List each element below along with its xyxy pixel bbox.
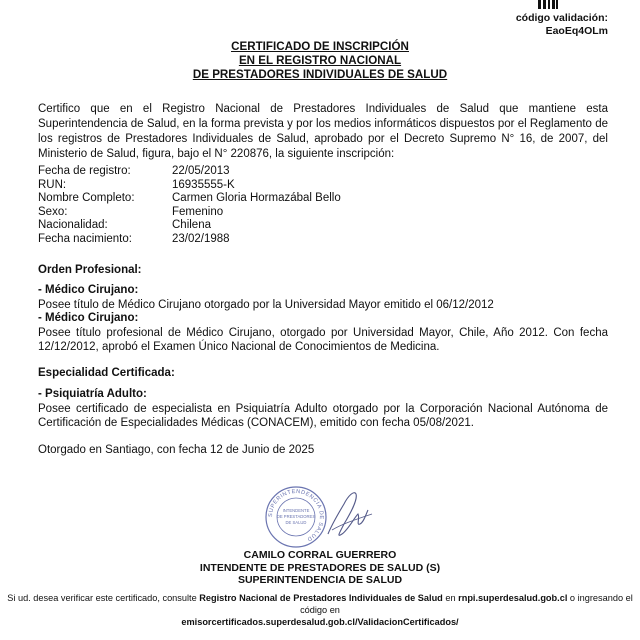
field-value: 16935555-K	[172, 178, 235, 191]
registration-fields	[38, 165, 341, 247]
seal-inner-line-1: INTENDENTE	[282, 508, 310, 513]
orden-heading: Orden Profesional:	[38, 264, 142, 276]
title-line-2: EN EL REGISTRO NACIONAL	[238, 54, 402, 67]
orden-item-title: - Médico Cirujano:	[38, 312, 139, 324]
field-value: 22/05/2013	[172, 165, 230, 177]
orden-item	[38, 283, 608, 312]
especialidad-item	[38, 387, 608, 431]
especialidad-item-title: - Psiquiatría Adulto:	[38, 388, 147, 400]
field-value: Chilena	[172, 219, 211, 232]
field-row	[38, 192, 341, 206]
validation-code-block	[516, 12, 608, 38]
footer-text-1: Si ud. desea verificar este certificado, consulte	[7, 593, 200, 603]
validation-label: código validación:	[515, 12, 608, 24]
field-label: Fecha de registro:	[38, 165, 131, 177]
footer-text-2: en	[442, 593, 459, 603]
field-value: Carmen Gloria Hormazábal Bello	[172, 192, 341, 205]
field-label: Fecha nacimiento:	[38, 232, 132, 245]
verification-footer	[0, 592, 640, 628]
seal-and-signature	[262, 484, 382, 550]
field-label: Sexo:	[38, 205, 68, 218]
seal-inner-line-3: DE SALUD	[285, 520, 307, 525]
signer-name: CAMILO CORRAL GUERRERO	[243, 549, 397, 561]
official-seal-icon	[262, 484, 382, 550]
especialidad-item-text: Posee certificado de especialista en Psiquiatría Adulto otorgado por la Corporación Nacional Autónoma de Certificación de Especialidades Médicas (CONACEM), emitido con fecha 05/08/2021.	[38, 402, 608, 429]
document-title	[0, 40, 640, 82]
footer-rnpi-link[interactable]: rnpi.superdesalud.gob.cl	[458, 593, 568, 603]
intro-paragraph: Certifico que en el Registro Nacional de Prestadores Individuales de Salud que mantiene esta Superintendencia de Salud, en la forma prevista y por los medios informáticos dispuestos por el Reglamento de los registros de Prestadores Individuales de Salud, aprobado por el Decreto Supremo N° 16, de 2007, del Ministerio de Salud, figura, bajo el N° 220876, la siguiente inscripción:	[38, 103, 608, 160]
orden-item-title: - Médico Cirujano:	[38, 284, 139, 296]
field-value: 23/02/1988	[172, 232, 230, 245]
seal-inner-line-2: DE PRESTADORES	[276, 514, 316, 519]
orden-item-text: Posee título profesional de Médico Cirujano, otorgado por Universidad Mayor, Chile, Año 2012. Con fecha 12/12/2012, aprobó el Examen Único Nacional de Conocimientos de Medicina.	[38, 326, 608, 353]
field-value: Femenino	[172, 205, 224, 218]
footer-text-3: o ingresando el código en	[300, 593, 633, 615]
field-label: RUN:	[38, 178, 67, 191]
especialidad-heading: Especialidad Certificada:	[38, 367, 175, 379]
footer-validation-link[interactable]: emisorcertificados.superdesalud.gob.cl/ValidacionCertificados/	[181, 617, 459, 627]
validation-code: EaoEq4OLm	[545, 25, 608, 37]
field-label: Nombre Completo:	[38, 192, 135, 205]
signer-institution: SUPERINTENDENCIA DE SALUD	[237, 574, 403, 586]
orden-item-text: Posee título de Médico Cirujano otorgado por la Universidad Mayor emitido el 06/12/2012	[38, 298, 494, 311]
field-row	[38, 233, 341, 247]
field-row	[38, 206, 341, 220]
field-label: Nacionalidad:	[38, 219, 108, 232]
title-line-1: CERTIFICADO DE INSCRIPCIÓN	[231, 40, 409, 53]
qr-code-icon	[538, 0, 558, 9]
field-row	[38, 165, 341, 179]
field-row	[38, 179, 341, 193]
signer-block	[0, 549, 640, 587]
closing-statement: Otorgado en Santiago, con fecha 12 de Junio de 2025	[38, 444, 315, 456]
signer-position: INTENDENTE DE PRESTADORES DE SALUD (S)	[199, 561, 441, 574]
footer-registry-name: Registro Nacional de Prestadores Individuales de Salud	[199, 593, 443, 603]
field-row	[38, 219, 341, 233]
title-line-3: DE PRESTADORES INDIVIDUALES DE SALUD	[192, 68, 448, 81]
seal-outer-text: SUPERINTENDENCIA DE SALUD	[267, 488, 325, 543]
orden-item	[38, 311, 608, 355]
